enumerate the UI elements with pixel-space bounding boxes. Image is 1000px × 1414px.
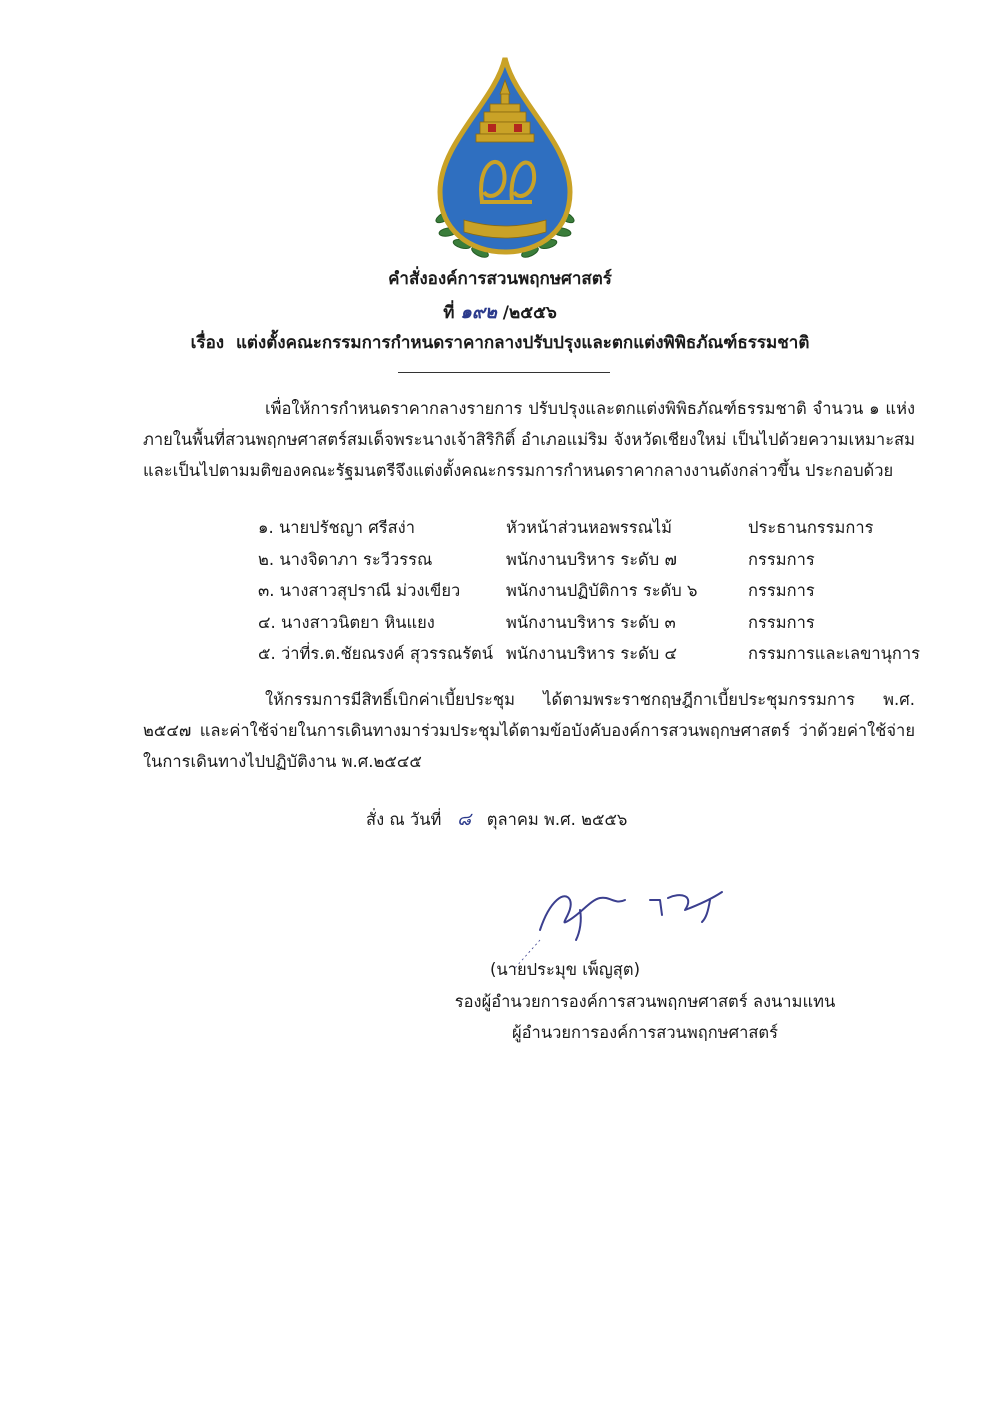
- member-position: พนักงานบริหาร ระดับ ๔: [506, 644, 677, 663]
- member-position: หัวหน้าส่วนหอพรรณไม้: [506, 518, 673, 537]
- member-role: กรรมการและเลขานุการ: [748, 644, 921, 663]
- date-prefix: สั่ง ณ วันที่: [366, 810, 442, 829]
- committee-member-2: [258, 547, 938, 579]
- paragraph-allowance: [143, 684, 915, 777]
- member-name: ๑. นายปรัชญา ศรีสง่า: [258, 518, 416, 537]
- member-role: กรรมการ: [748, 549, 815, 569]
- paragraph-purpose: [143, 393, 915, 486]
- member-name: ๓. นางสาวสุปราณี ม่วงเขียว: [258, 581, 461, 600]
- member-position: พนักงานปฏิบัติการ ระดับ ๖: [506, 581, 698, 600]
- member-role: กรรมการ: [748, 612, 815, 632]
- committee-member-4: [258, 610, 938, 642]
- member-role: ประธานกรรมการ: [748, 518, 874, 537]
- order-date: [366, 804, 627, 833]
- member-position: พนักงานบริหาร ระดับ ๗: [506, 549, 677, 569]
- member-name: ๕. ว่าที่ร.ต.ชัยณรงค์ สุวรรณรัตน์: [258, 644, 494, 663]
- date-day-handwritten: ๘: [457, 809, 471, 830]
- heading-divider: [398, 372, 610, 373]
- member-name: ๒. นางจิดาภา ระวีวรรณ: [258, 549, 433, 569]
- signer-name: (นายประมุข เพ็ญสุต): [489, 960, 641, 979]
- number-prefix: ที่: [443, 303, 455, 323]
- number-handwritten: ๑๙๒: [460, 302, 497, 323]
- member-role: กรรมการ: [748, 581, 815, 600]
- signer-title-2: ผู้อำนวยการองค์การสวนพฤกษศาสตร์: [511, 1023, 779, 1042]
- order-subject: [0, 329, 1000, 356]
- committee-member-3: [258, 578, 938, 610]
- paragraph-allowance-text: ให้กรรมการมีสิทธิ์เบิกค่าเบี้ยประชุม ได้ตามพระราชกฤษฎีกาเบี้ยประชุมกรรมการ พ.ศ. ๒๕๔๗ และค่าใช้จ่ายในการเดินทางมาร่วมประชุมได้ตามข้อบังคับองค์การสวนพฤกษศาสตร์ ว่าด้วยค่าใช้จ่ายในการเดินทางไปปฏิบัติงาน พ.ศ.๒๕๔๕: [143, 690, 915, 771]
- signer-title-1: รองผู้อำนวยการองค์การสวนพฤกษศาสตร์ ลงนามแทน: [454, 992, 836, 1011]
- member-position: พนักงานบริหาร ระดับ ๓: [506, 612, 676, 632]
- member-name: ๔. นางสาวนิตยา หินแยง: [258, 612, 435, 632]
- committee-member-5: [258, 641, 938, 673]
- committee-member-1: [258, 515, 938, 547]
- paragraph-purpose-text: เพื่อให้การกำหนดราคากลางรายการ ปรับปรุงและตกแต่งพิพิธภัณฑ์ธรรมชาติ จำนวน ๑ แห่ง ภายในพื้นที่สวนพฤกษศาสตร์สมเด็จพระนางเจ้าสิริกิติ์ อำเภอแม่ริม จังหวัดเชียงใหม่ เป็นไปด้วยความเหมาะสมและเป็นไปตามมติของคณะรัฐมนตรีจึงแต่งตั้งคณะกรรมการกำหนดราคากลางงานดังกล่าวขึ้น ประกอบด้วย: [143, 399, 915, 480]
- organization-logo: [420, 52, 590, 262]
- subject-label: เรื่อง: [190, 333, 225, 353]
- committee-list: [258, 515, 938, 673]
- order-title: คำสั่งองค์การสวนพฤกษศาสตร์: [388, 269, 612, 289]
- date-rest: ตุลาคม พ.ศ. ๒๕๕๖: [486, 810, 628, 829]
- subject-text: แต่งตั้งคณะกรรมการกำหนดราคากลางปรับปรุงและตกแต่งพิพิธภัณฑ์ธรรมชาติ: [235, 333, 810, 353]
- signature-image: [510, 870, 750, 970]
- number-suffix: /๒๕๕๖: [502, 303, 557, 323]
- order-number: [0, 297, 1000, 326]
